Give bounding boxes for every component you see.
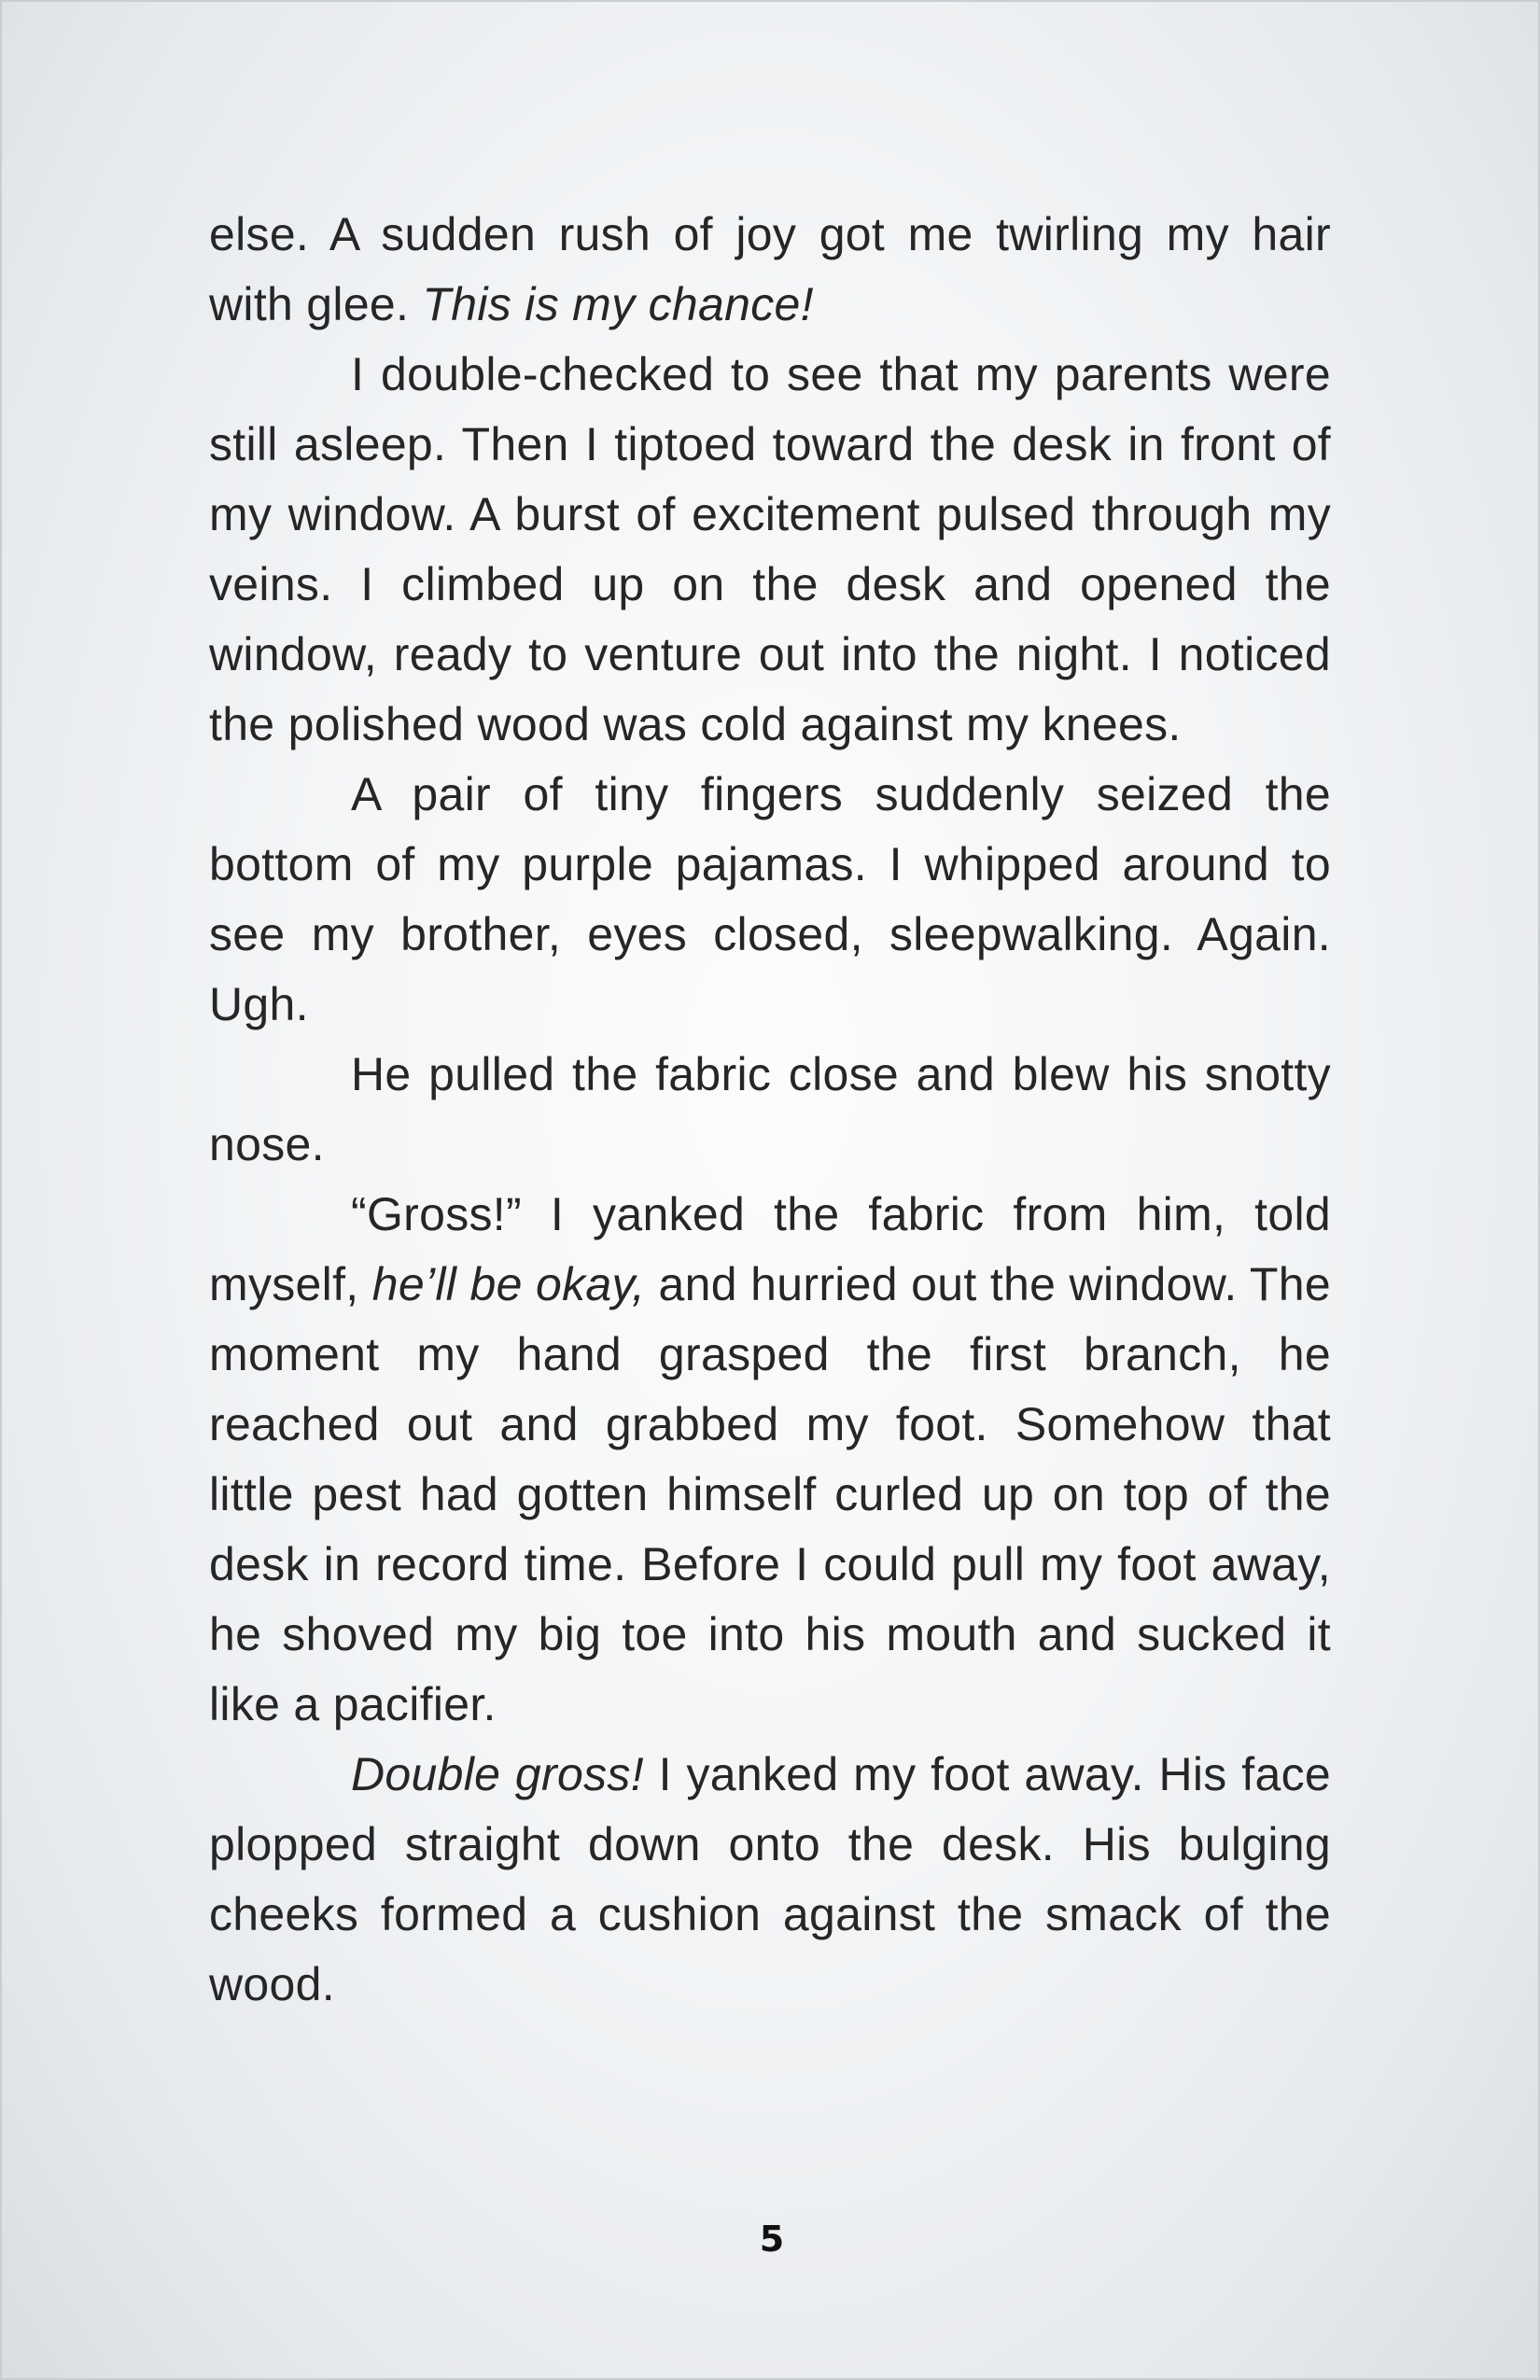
text-segment: I yanked my foot away. His face plopped straight down onto the desk. His bulging cheeks formed a cushion against the smack of the wood. (209, 1748, 1331, 2010)
text-segment: “Gross!” I yanked the fabric from him, told myself, (209, 1188, 1331, 1310)
text-segment: else. A sudden rush of joy got me twirling my hair with glee. (209, 208, 1331, 330)
paragraph-5 (209, 1180, 1331, 1740)
text-segment-italic: he’ll be okay, (371, 1258, 646, 1310)
text-segment: A pair of tiny fingers suddenly seized the bottom of my purple pajamas. I whipped around to see my brother, eyes closed, sleepwalking. Again. Ugh. (209, 768, 1331, 1030)
paragraph-6 (209, 1740, 1331, 2020)
paragraph-2 (209, 340, 1331, 760)
text-segment: He pulled the fabric close and blew his snotty nose. (209, 1048, 1331, 1170)
text-segment: I double-checked to see that my parents were still asleep. Then I tiptoed toward the desk in front of my window. A burst of excitement pulsed through my veins. I climbed up on the desk and opened the window, ready to venture out into the night. I noticed the polished wood was cold against my knees. (209, 348, 1331, 750)
paragraph-4 (209, 1040, 1331, 1180)
body-text (209, 200, 1331, 2020)
page-number: 5 (759, 2219, 785, 2260)
text-segment: and hurried out the window. The moment my hand grasped the first branch, he reached out and grabbed my foot. Somehow that little pest had gotten himself curled up on top of the desk in record time. Before I could pull my foot away, he shoved my big toe into his mouth and sucked it like a pacifier. (209, 1258, 1331, 1730)
paragraph-3 (209, 760, 1331, 1040)
text-segment-italic: This is my chance! (422, 278, 814, 330)
paragraph-1 (209, 200, 1331, 340)
text-segment-italic: Double gross! (351, 1748, 644, 1800)
